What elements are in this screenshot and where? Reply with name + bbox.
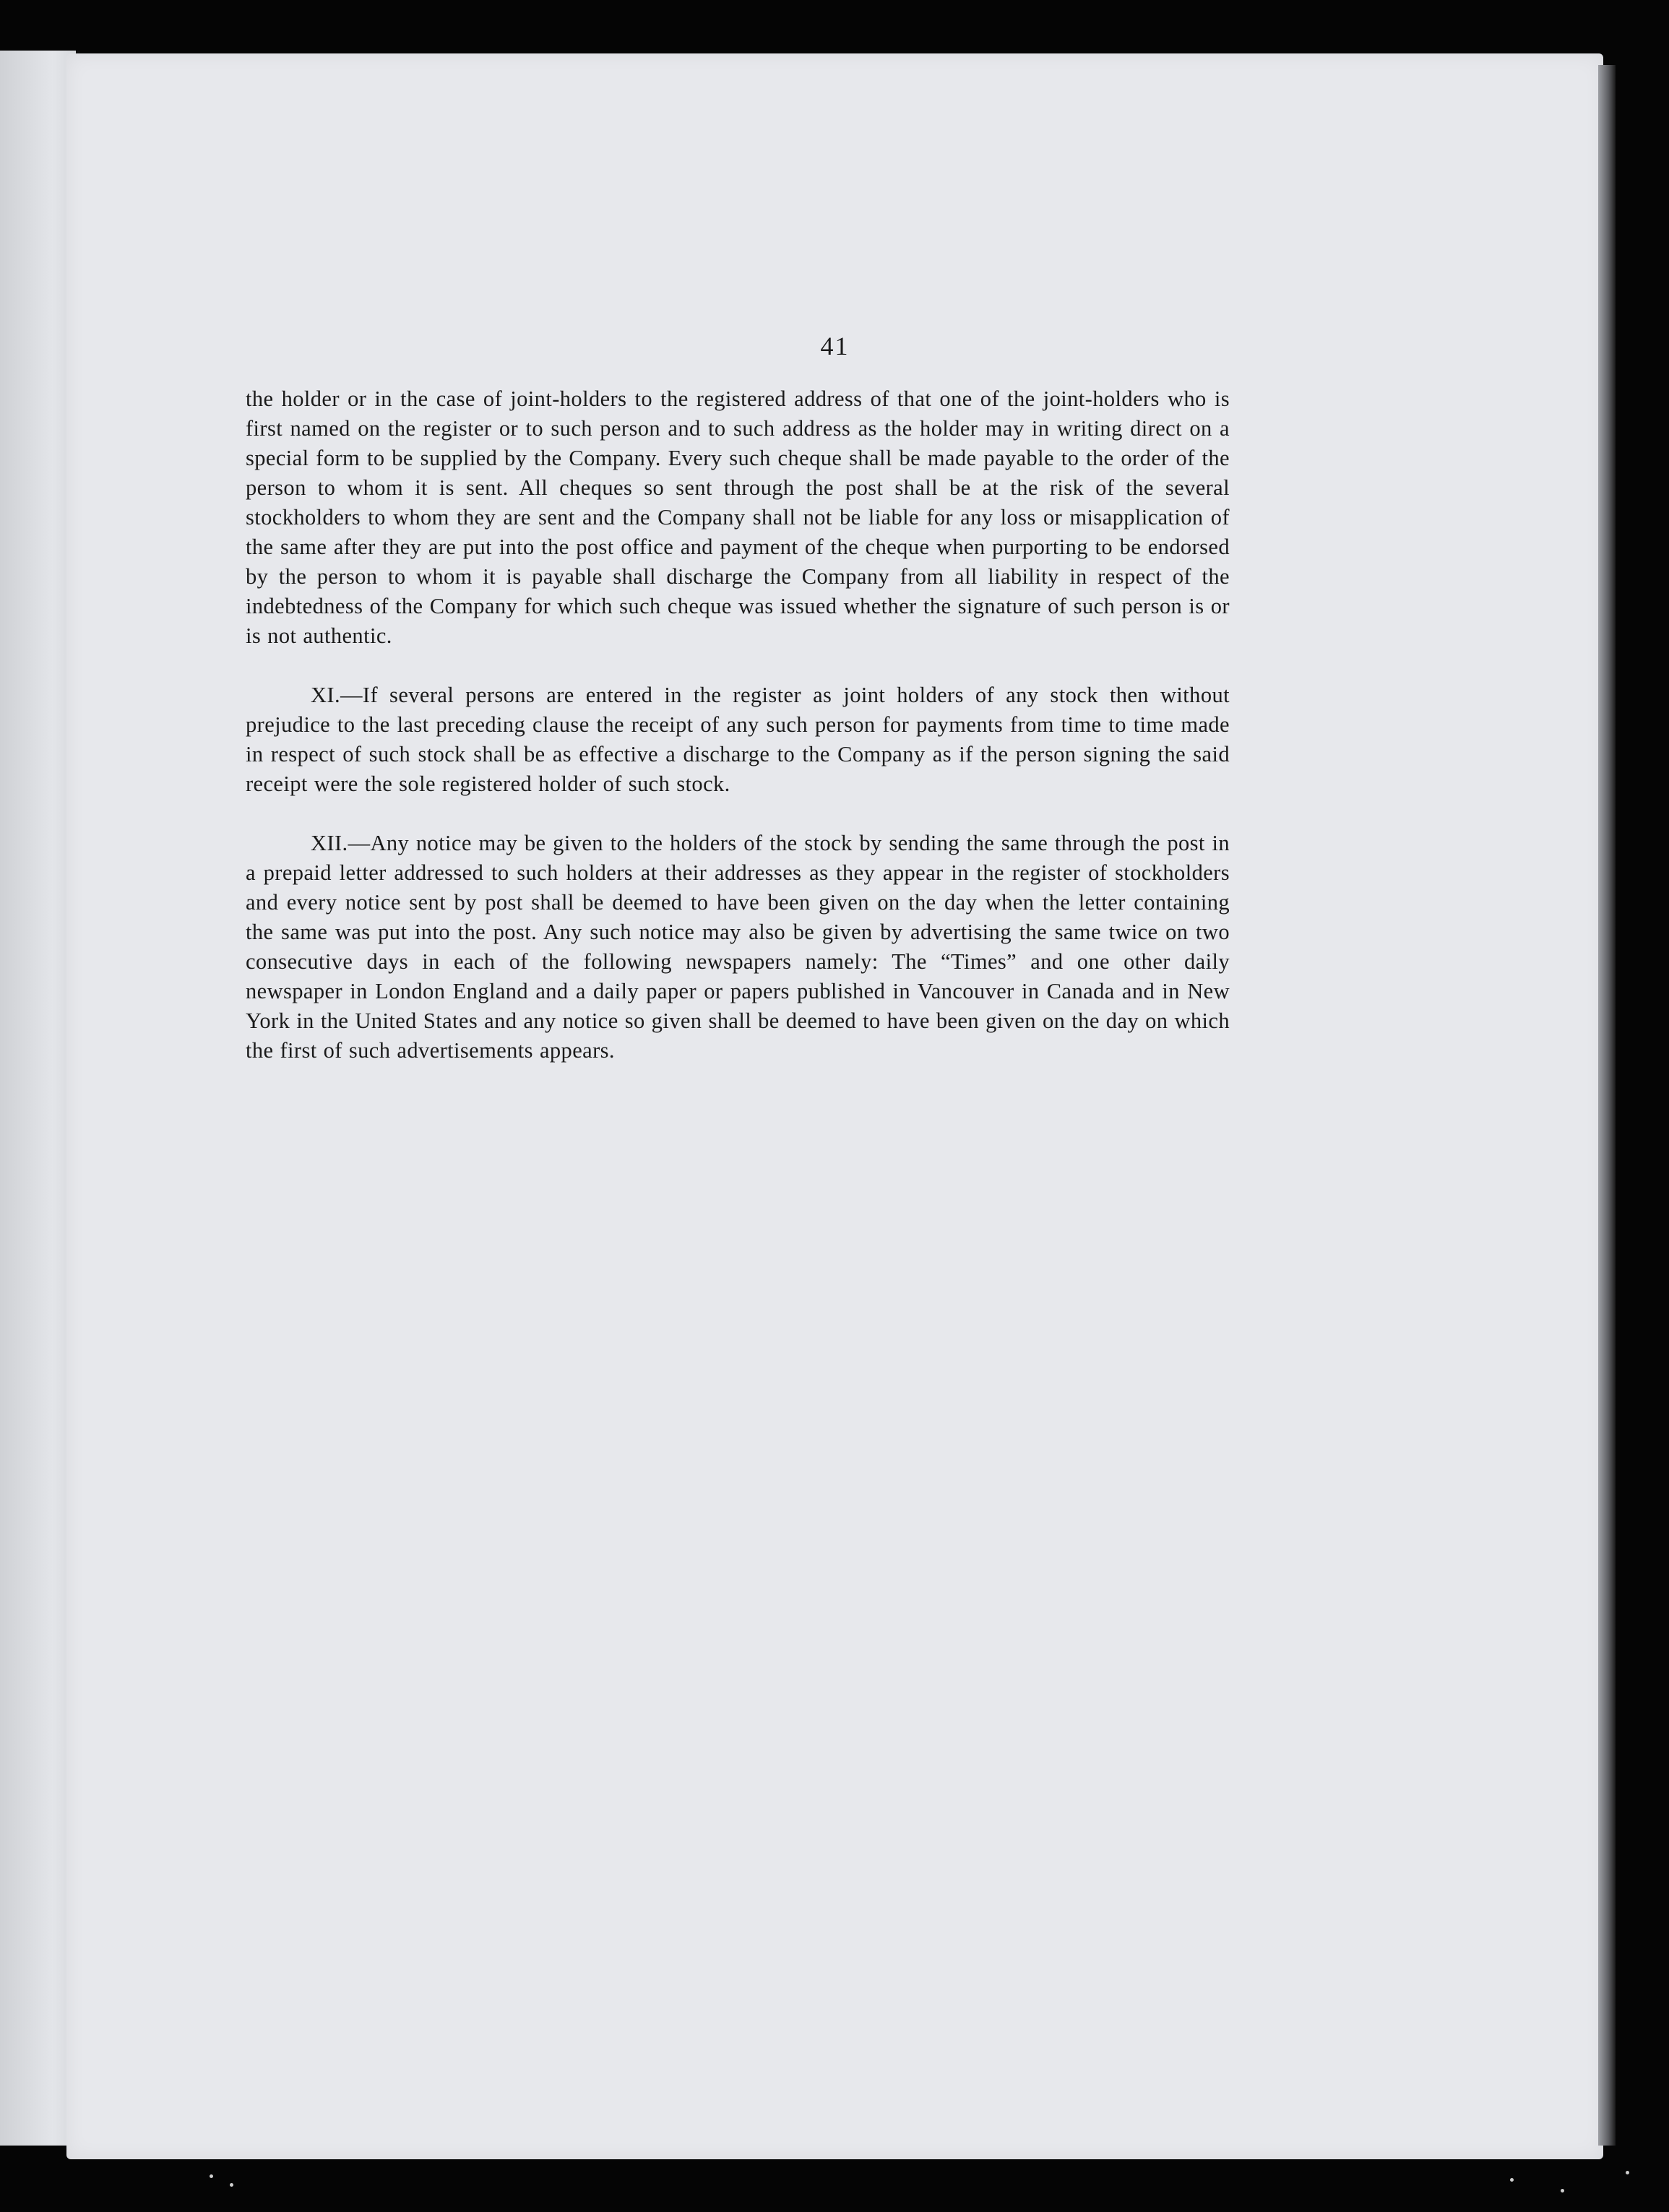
page-number: 41 xyxy=(820,332,850,360)
paragraph-clause-xi: XI.—If several persons are entered in the register as joint holders of any stock then without prejudice to the last preceding clause the receipt of any such person for payments from time to time made in respect of such stock shall be as effective a discharge to the Company as if the person signing the said receipt were the sole registered holder of such stock. xyxy=(246,683,1230,796)
scan-speck xyxy=(1561,2189,1564,2192)
scan-speck xyxy=(1626,2171,1629,2174)
page-body xyxy=(246,384,1230,1066)
document-page xyxy=(66,53,1603,2159)
paragraph-continuation: the holder or in the case of joint-holders to the registered address of that one of the joint-holders who is first named on the register or to such person and to such address as the holder may in writing direct on a special form to be supplied by the Company. Every such cheque shall be made payable to the order of the person to whom it is sent. All cheques so sent through the post shall be at the risk of the several stockholders to whom they are sent and the Company shall not be liable for any loss or misapplication of the same after they are put into the post office and payment of the cheque when purporting to be endorsed by the person to whom it is payable shall discharge the Company from all liability in respect of the indebtedness of the Company for which such cheque was issued whether the signature of such person is or is not authentic. xyxy=(246,386,1230,648)
scan-speck xyxy=(230,2183,233,2187)
scan-speck xyxy=(210,2174,213,2178)
scan-speck xyxy=(1510,2178,1514,2182)
right-page-edge xyxy=(1598,65,1616,2146)
paragraph-clause-xii: XII.—Any notice may be given to the holders of the stock by sending the same through the post in a prepaid letter addressed to such holders at their addresses as they appear in the register of stockholders and every notice sent by post shall be deemed to have been given on the day when the letter containing the same was put into the post. Any such notice may also be given by advertising the same twice on two consecutive days in each of the following newspapers namely: The “Times” and one other daily newspaper in London England and a daily paper or papers published in Vancouver in Canada and in New York in the United States and any notice so given shall be deemed to have been given on the day on which the first of such advertisements appears. xyxy=(246,831,1230,1063)
